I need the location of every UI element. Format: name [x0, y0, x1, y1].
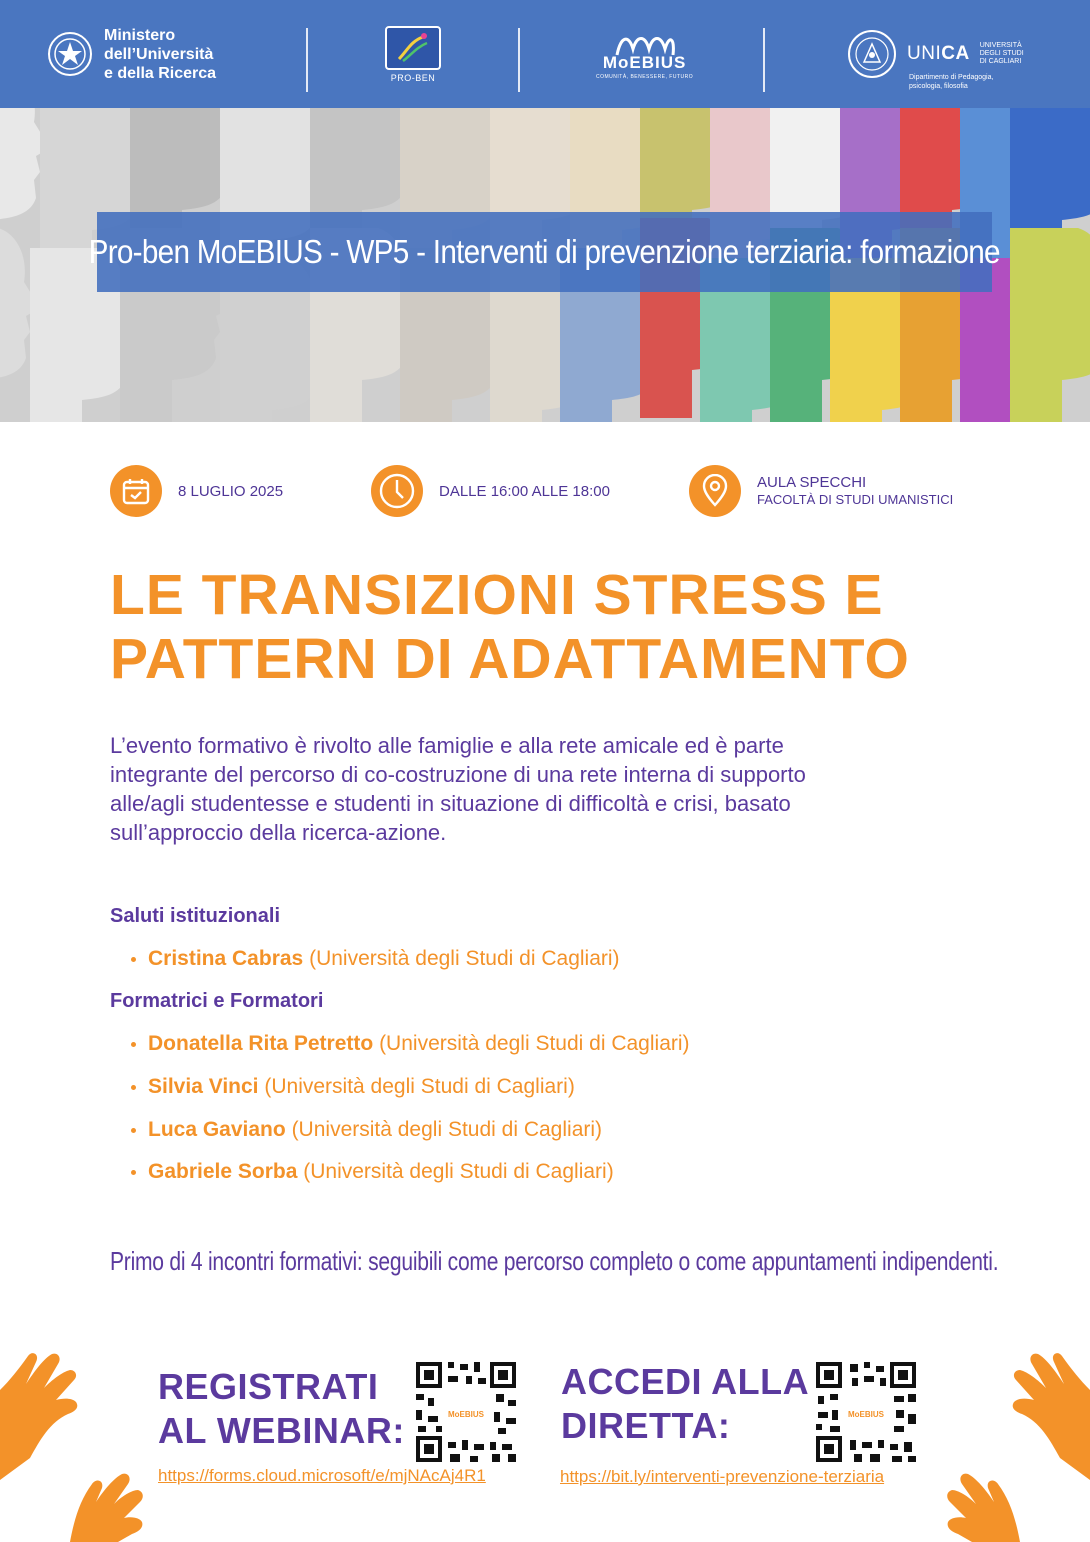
bullet: [131, 1042, 136, 1047]
register-line-2: AL WEBINAR:: [158, 1410, 405, 1451]
header-divider: [518, 28, 520, 92]
runner-icon: [393, 31, 433, 65]
calendar-icon: [110, 465, 162, 517]
speaker-name: Cristina Cabras: [148, 947, 304, 970]
live-link[interactable]: https://bit.ly/interventi-prevenzione-terziaria: [560, 1467, 885, 1486]
unica-bold: CA: [941, 43, 970, 64]
unica-wordmark: [907, 43, 970, 65]
bullet: [131, 1128, 136, 1133]
right-hands-icon: [930, 1350, 1090, 1542]
series-note: Primo di 4 incontri formativi: seguibili come percorso completo o come appuntamenti indipendenti.: [110, 1246, 999, 1276]
event-time: DALLE 16:00 ALLE 18:00: [439, 482, 610, 500]
trainer-affiliation: (Università degli Studi di Cagliari): [379, 1032, 690, 1055]
bullet: [131, 957, 136, 962]
event-place: AULA SPECCHI: [757, 474, 867, 491]
unica-university-line-2: DEGLI STUDI: [979, 50, 1024, 57]
live-cta: [561, 1360, 809, 1448]
greetings-heading: Saluti istituzionali: [110, 905, 281, 927]
speaker-item: [131, 947, 620, 971]
ministry-line-3: e della Ricerca: [104, 64, 217, 82]
banner-title: Pro-ben MoEBIUS - WP5 - Interventi di prevenzione terziaria: formazione: [88, 233, 1001, 270]
university-seal-icon: [847, 29, 897, 79]
event-date: 8 LUGLIO 2025: [178, 482, 284, 500]
unica-logo: [847, 0, 1024, 108]
description-line-3: alle/agli studentesse e studenti in situazione di difficoltà e crisi, basato: [110, 791, 791, 816]
header-divider: [306, 28, 308, 92]
description-line-4: sull’approccio della ricerca-azione.: [110, 820, 447, 845]
hero-image: [0, 108, 1090, 422]
moebius-tagline: COMUNITÀ, BENESSERE, FUTURO: [596, 73, 694, 80]
qr-logo-text: MoEBIUS: [848, 1410, 884, 1419]
trainer-affiliation: (Università degli Studi di Cagliari): [291, 1118, 603, 1141]
proben-label: PRO-BEN: [390, 72, 436, 83]
live-line-1: ACCEDI ALLA: [561, 1361, 810, 1402]
date-info: [110, 465, 283, 517]
unica-university-line-1: UNIVERSITÀ: [979, 42, 1022, 49]
description-line-2: integrante del percorso di co-costruzione di una rete interna di supporto: [110, 762, 806, 787]
bullet: [131, 1085, 136, 1090]
live-qr-code[interactable]: [814, 1360, 918, 1464]
title-banner: [88, 212, 1001, 292]
event-title: [110, 563, 1070, 691]
trainer-affiliation: (Università degli Studi di Cagliari): [303, 1160, 614, 1183]
moebius-name: MoEBIUS: [602, 52, 687, 72]
event-description: [110, 731, 970, 847]
left-hands-icon: [0, 1350, 160, 1542]
trainer-item: [131, 1032, 690, 1056]
event-title-line-1: LE TRANSIZIONI STRESS E: [110, 563, 884, 627]
moebius-logo: [596, 0, 693, 108]
register-link[interactable]: https://forms.cloud.microsoft/e/mjNAcAj4R1: [158, 1466, 486, 1485]
trainer-affiliation: (Università degli Studi di Cagliari): [264, 1075, 575, 1098]
trainer-item: [131, 1118, 602, 1142]
live-line-2: DIRETTA:: [561, 1405, 731, 1446]
unica-university-line-3: DI CAGLIARI: [979, 58, 1022, 65]
emblem-icon: [46, 28, 94, 80]
unica-department-line-2: psicologia, filosofia: [909, 83, 968, 90]
proben-logo: [385, 0, 441, 108]
clock-icon: [371, 465, 423, 517]
trainer-item: [131, 1160, 614, 1184]
description-line-1: L’evento formativo è rivolto alle famiglie e alla rete amicale ed è parte: [110, 733, 784, 758]
trainer-name: Silvia Vinci: [148, 1075, 259, 1098]
event-place-sub: FACOLTÀ DI STUDI UMANISTICI: [757, 492, 954, 507]
header-bar: [0, 0, 1090, 108]
speaker-affiliation: (Università degli Studi di Cagliari): [309, 947, 620, 970]
trainer-name: Gabriele Sorba: [148, 1160, 298, 1183]
register-qr-code[interactable]: [414, 1360, 518, 1464]
location-pin-icon: [689, 465, 741, 517]
ministry-line-1: Ministero: [104, 26, 176, 44]
register-line-1: REGISTRATI: [158, 1366, 379, 1407]
trainers-heading: Formatrici e Formatori: [110, 990, 324, 1012]
register-cta: [158, 1365, 405, 1453]
ministry-logo: [46, 0, 216, 108]
trainer-name: Luca Gaviano: [148, 1118, 286, 1141]
time-info: [371, 465, 610, 517]
unica-prefix: UNI: [907, 43, 942, 64]
bullet: [131, 1170, 136, 1175]
qr-logo-text: MoEBIUS: [448, 1410, 484, 1419]
event-title-line-2: PATTERN DI ADATTAMENTO: [110, 627, 910, 691]
trainer-item: [131, 1075, 575, 1099]
header-divider: [763, 28, 765, 92]
unica-department-line-1: Dipartimento di Pedagogia,: [909, 74, 994, 81]
trainer-name: Donatella Rita Petretto: [148, 1032, 374, 1055]
ministry-line-2: dell’Università: [104, 45, 214, 63]
place-info: [689, 465, 953, 517]
